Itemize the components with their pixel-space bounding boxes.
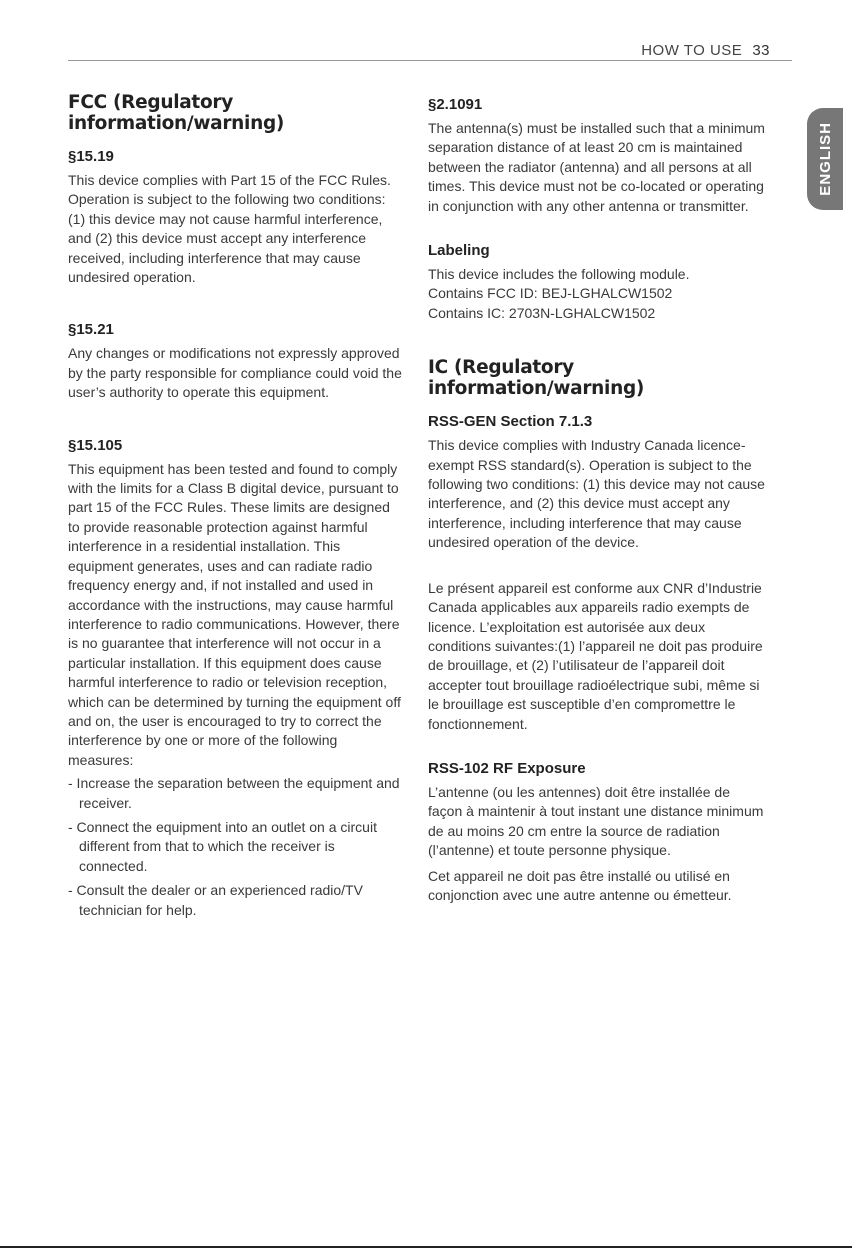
rss-gen-body-en: This device complies with Industry Canada licence-exempt RSS standard(s). Operation is subject to the following two conditions: (1) this device may not cause interference, and (2) this device must accept any interference, including interference that may cause undesired operation of the device. <box>428 437 765 551</box>
rss-gen-heading: RSS-GEN Section 7.1.3 <box>428 413 593 431</box>
section-15-19-body: This device complies with Part 15 of the FCC Rules. Operation is subject to the following two conditions: (1) this device may not cause harmful interference, and (2) this device must accept any interference received, including interference that may cause undesired operation. <box>68 172 391 286</box>
labeling-line-1: This device includes the following module. <box>428 266 690 283</box>
section-15-21-body: Any changes or modifications not expressly approved by the party responsible for compliance could void the user’s authority to operate this equipment. <box>68 345 402 401</box>
section-title: HOW TO USE <box>641 42 743 59</box>
header-divider <box>68 60 792 61</box>
language-tab-label: ENGLISH <box>816 122 834 196</box>
section-2-1091-body: The antenna(s) must be installed such that a minimum separation distance of at least 20 cm is maintained between the radiator (antenna) and all persons at all times. This device must not be co-located or operating in conjunction with any other antenna or transmitter. <box>428 120 765 214</box>
labeling-fcc-id: Contains FCC ID: BEJ-LGHALCW1502 <box>428 285 673 302</box>
section-2-1091-heading: §2.1091 <box>428 96 483 113</box>
language-tab <box>807 108 843 210</box>
rss-102-heading: RSS-102 RF Exposure <box>428 759 586 777</box>
ic-title: IC (Regulatory information/warning) <box>428 357 645 400</box>
section-15-105-body: This equipment has been tested and found to comply with the limits for a Class B digital device, pursuant to part 15 of the FCC Rules. These limits are designed to provide reasonable protection against harmful interference in a residential installation. This equipment generates, uses and can radiate radio frequency energy and, if not installed and used in accordance with the instructions, may cause harmful interference to radio communications. However, there is no guarantee that interference will not occur in a particular installation. If this equipment does cause harmful interference to radio or television reception, which can be determined by turning the equipment off and on, the user is encouraged to try to correct the interference by one or more of the following measures: <box>68 460 401 768</box>
page-number: 33 <box>752 42 770 59</box>
list-item: - Consult the dealer or an experienced radio/TV technician for help. <box>68 882 363 918</box>
left-column <box>68 92 404 925</box>
rss-102-body-1: L’antenne (ou les antennes) doit être installée de façon à maintenir à tout instant une distance minimum de au moins 20 cm entre la source de radiation (l’antenne) et toute personne physique. <box>428 783 764 859</box>
measures-list <box>68 774 404 920</box>
running-header <box>641 42 770 59</box>
section-15-21-heading: §15.21 <box>68 321 114 339</box>
fcc-title: FCC (Regulatory information/warning) <box>68 92 285 134</box>
list-item: - Increase the separation between the equipment and receiver. <box>68 775 400 811</box>
labeling-heading: Labeling <box>428 242 490 260</box>
section-15-19-heading: §15.19 <box>68 148 114 165</box>
labeling-ic-id: Contains IC: 2703N-LGHALCW1502 <box>428 304 656 321</box>
list-item: - Connect the equipment into an outlet on a circuit different from that to which the receiver is connected. <box>68 818 377 874</box>
section-15-105-heading: §15.105 <box>68 436 123 454</box>
rss-gen-body-fr: Le présent appareil est conforme aux CNR d’Industrie Canada applicables aux appareils radio exempts de licence. L’exploitation est autorisée aux deux conditions suivantes:(1) l’appareil ne doit pas produire de brouillage, et (2) l’utilisateur de l’appareil doit accepter tout brouillage radioélectrique subi, même si le brouillage est susceptible d’en compromettre le fonctionnement. <box>428 579 763 732</box>
rss-102-body-2: Cet appareil ne doit pas être installé ou utilisé en conjonction avec une autre antenne ou émetteur. <box>428 867 732 903</box>
page-header <box>0 42 792 62</box>
right-column <box>428 92 766 905</box>
